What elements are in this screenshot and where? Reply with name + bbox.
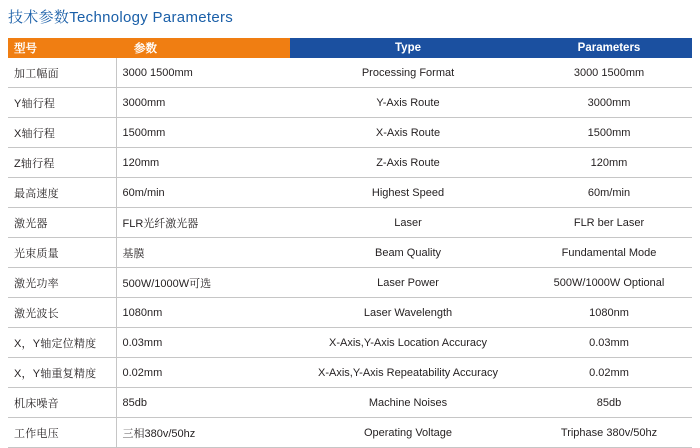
row-label-en: Laser	[290, 208, 526, 238]
row-label-en: Y-Axis Route	[290, 88, 526, 118]
table-row	[8, 238, 692, 268]
row-label-cn: X，Y轴重复精度	[8, 358, 116, 388]
row-value-en: 120mm	[526, 148, 692, 178]
row-label-cn: 激光器	[8, 208, 116, 238]
row-label-cn: 激光功率	[8, 268, 116, 298]
table-row	[8, 388, 692, 418]
table-row	[8, 298, 692, 328]
row-value-en: 60m/min	[526, 178, 692, 208]
row-label-cn: 光束质量	[8, 238, 116, 268]
technology-parameters-table	[8, 38, 692, 448]
row-value-cn: 3000mm	[116, 88, 290, 118]
table-row	[8, 58, 692, 88]
table-row	[8, 328, 692, 358]
column-header-type-en: Type	[290, 38, 526, 58]
row-label-cn: 激光波长	[8, 298, 116, 328]
row-value-cn: FLR光纤激光器	[116, 208, 290, 238]
table-row	[8, 148, 692, 178]
row-value-cn: 1080nm	[116, 298, 290, 328]
table-header-row	[8, 38, 692, 58]
row-label-en: Operating Voltage	[290, 418, 526, 448]
row-label-cn: Y轴行程	[8, 88, 116, 118]
row-value-en: 3000mm	[526, 88, 692, 118]
row-value-en: 1500mm	[526, 118, 692, 148]
table-row	[8, 418, 692, 448]
table-row	[8, 358, 692, 388]
table-row	[8, 88, 692, 118]
column-header-model: 型号	[8, 38, 116, 58]
table-row	[8, 268, 692, 298]
row-label-cn: X轴行程	[8, 118, 116, 148]
row-value-en: 3000 1500mm	[526, 58, 692, 88]
row-value-en: Triphase 380v/50hz	[526, 418, 692, 448]
row-label-en: Machine Noises	[290, 388, 526, 418]
table-row	[8, 118, 692, 148]
row-label-en: Highest Speed	[290, 178, 526, 208]
row-label-cn: 机床噪音	[8, 388, 116, 418]
column-header-parameters-en: Parameters	[526, 38, 692, 58]
row-value-cn: 500W/1000W可选	[116, 268, 290, 298]
table-row	[8, 208, 692, 238]
row-value-en: 0.02mm	[526, 358, 692, 388]
page-title: 技术参数Technology Parameters	[8, 9, 234, 26]
row-value-cn: 60m/min	[116, 178, 290, 208]
row-value-cn: 0.03mm	[116, 328, 290, 358]
column-header-param-cn: 参数	[116, 38, 290, 58]
row-value-cn: 3000 1500mm	[116, 58, 290, 88]
table-body	[8, 58, 692, 448]
row-label-cn: 加工幅面	[8, 58, 116, 88]
row-value-cn: 0.02mm	[116, 358, 290, 388]
row-label-en: Laser Power	[290, 268, 526, 298]
row-label-en: Laser Wavelength	[290, 298, 526, 328]
row-label-en: X-Axis Route	[290, 118, 526, 148]
table-header	[8, 38, 692, 58]
row-label-cn: Z轴行程	[8, 148, 116, 178]
row-label-en: Z-Axis Route	[290, 148, 526, 178]
row-value-cn: 120mm	[116, 148, 290, 178]
row-value-en: 85db	[526, 388, 692, 418]
row-value-en: 0.03mm	[526, 328, 692, 358]
row-label-cn: X，Y轴定位精度	[8, 328, 116, 358]
row-label-cn: 最高速度	[8, 178, 116, 208]
row-label-en: Beam Quality	[290, 238, 526, 268]
row-value-cn: 1500mm	[116, 118, 290, 148]
row-value-en: 1080nm	[526, 298, 692, 328]
row-label-en: Processing Format	[290, 58, 526, 88]
row-label-en: X-Axis,Y-Axis Location Accuracy	[290, 328, 526, 358]
row-value-cn: 85db	[116, 388, 290, 418]
row-value-en: FLR ber Laser	[526, 208, 692, 238]
row-value-cn: 三相380v/50hz	[116, 418, 290, 448]
table-row	[8, 178, 692, 208]
row-value-cn: 基膜	[116, 238, 290, 268]
row-value-en: 500W/1000W Optional	[526, 268, 692, 298]
row-label-cn: 工作电压	[8, 418, 116, 448]
row-label-en: X-Axis,Y-Axis Repeatability Accuracy	[290, 358, 526, 388]
row-value-en: Fundamental Mode	[526, 238, 692, 268]
